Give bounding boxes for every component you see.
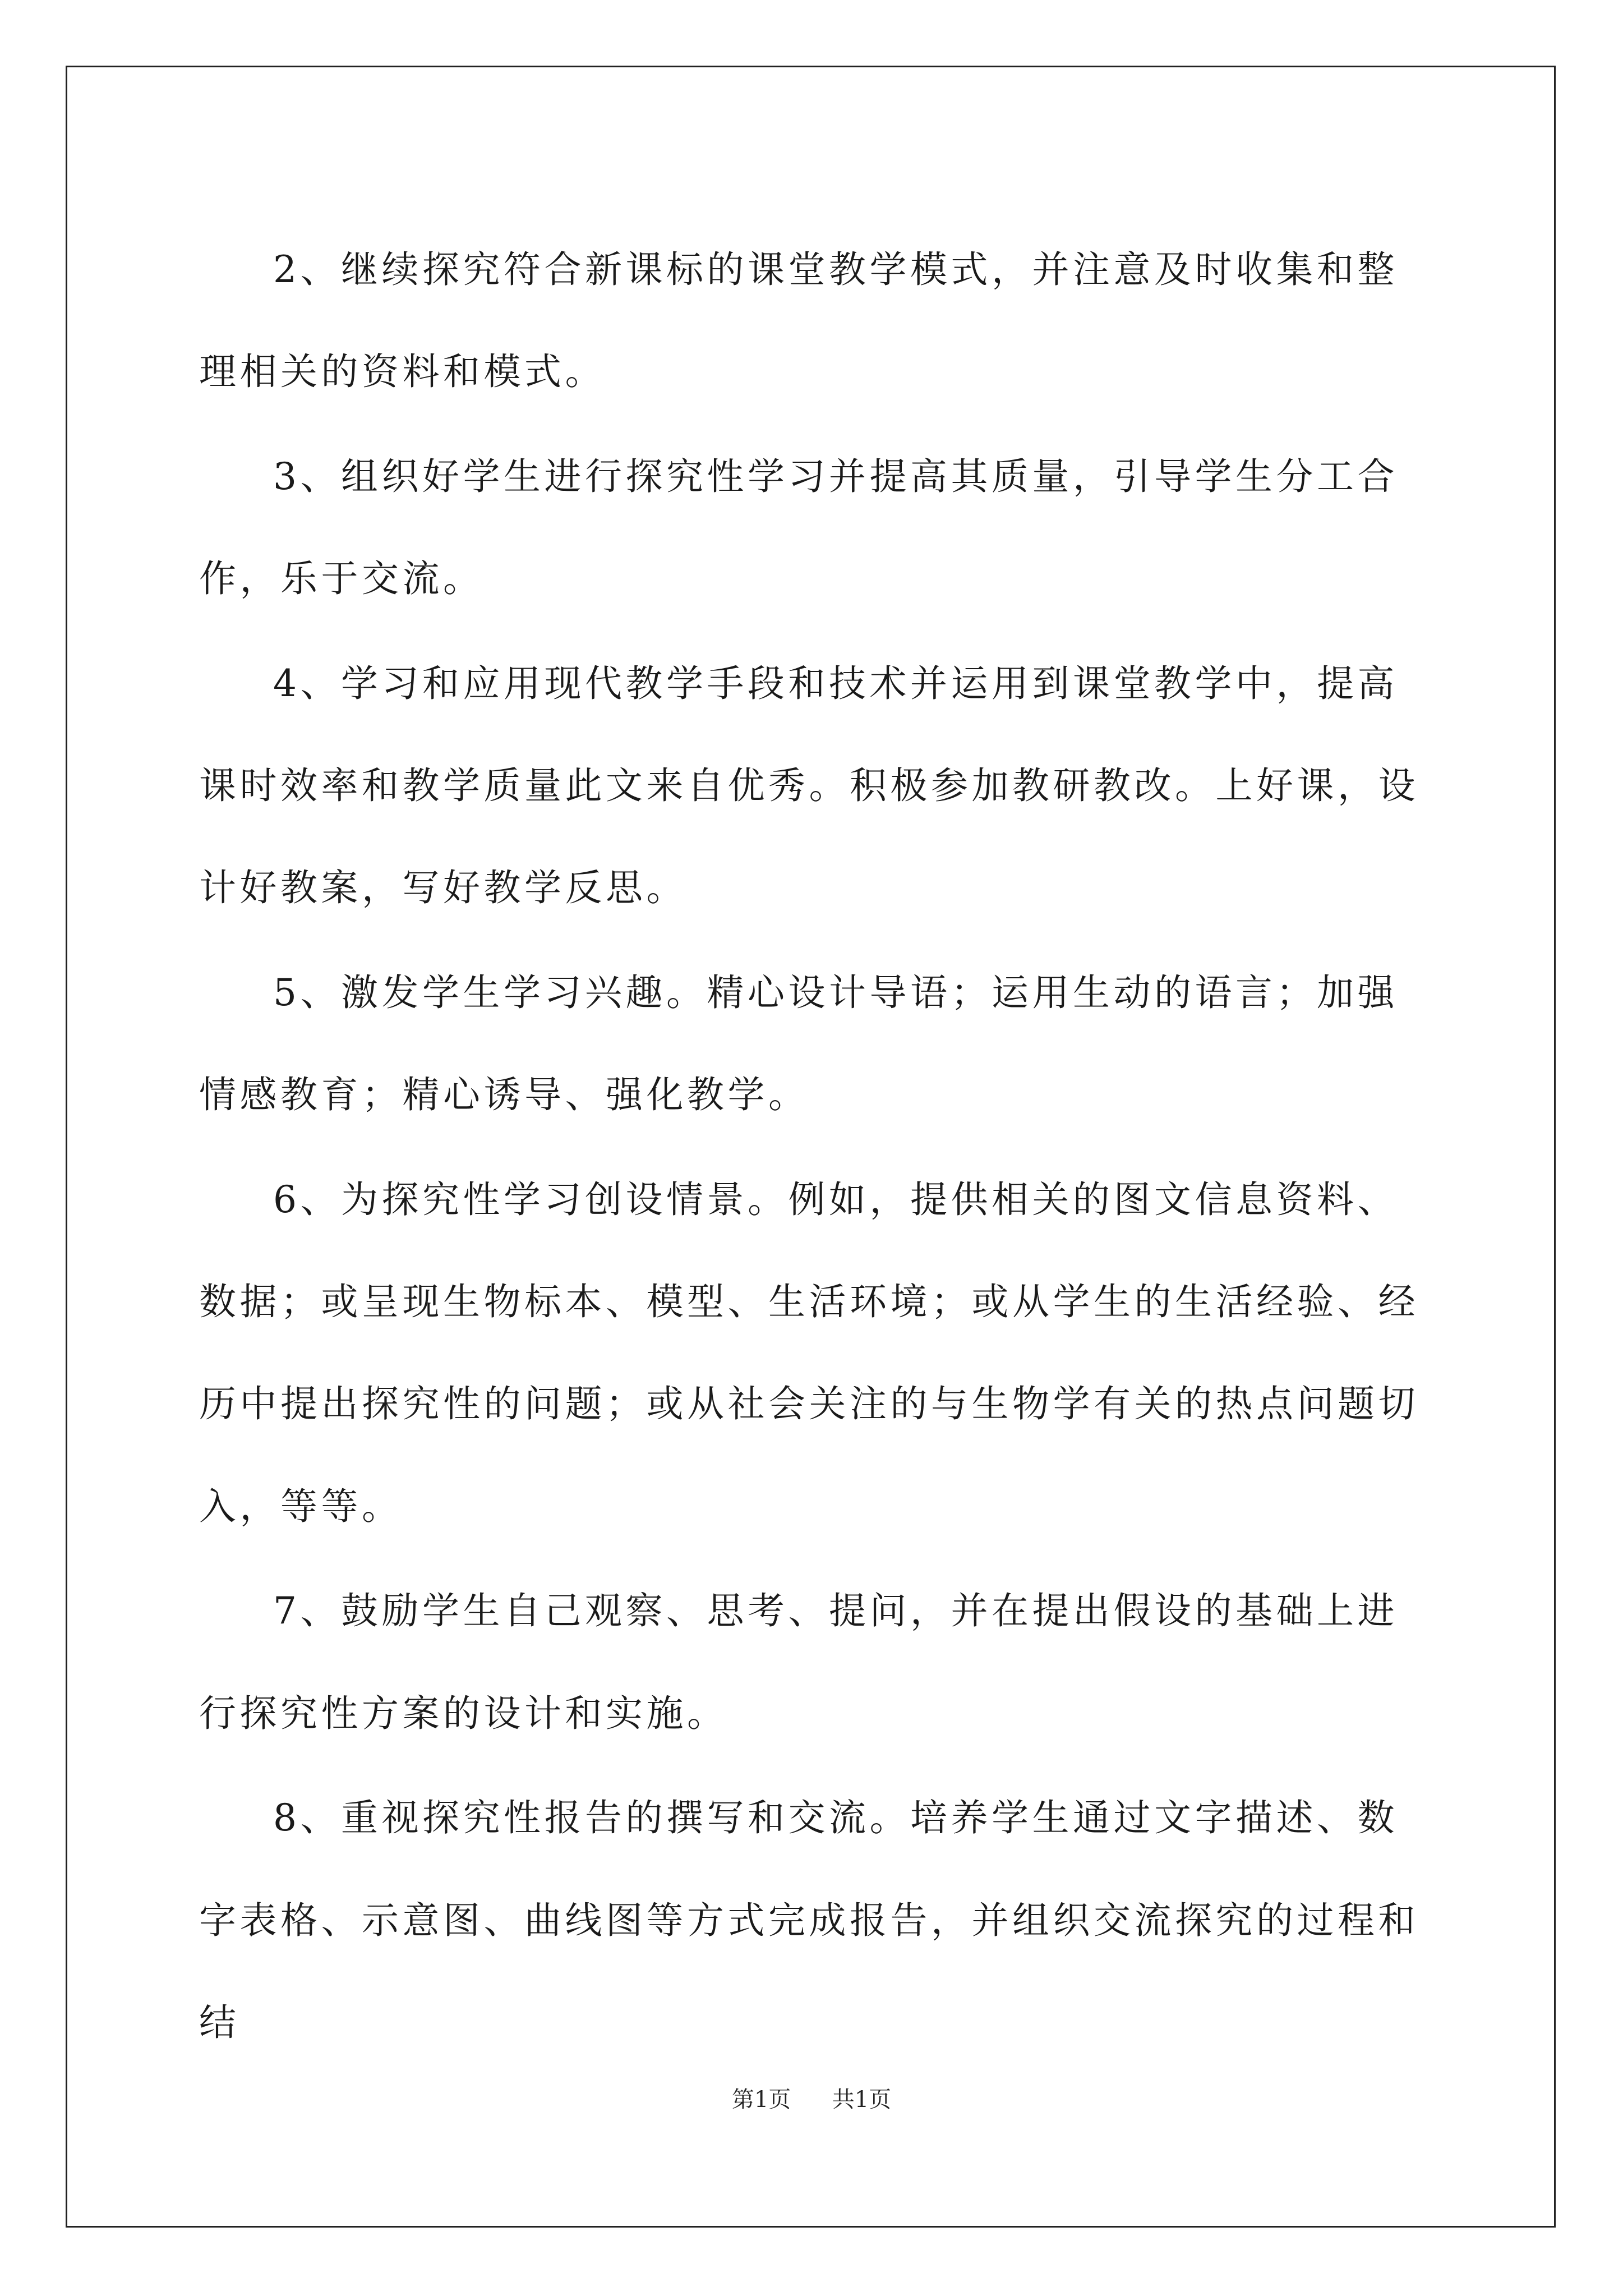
paragraph-3: 3、组织好学生进行探究性学习并提高其质量，引导学生分工合作，乐于交流。 [199, 454, 1398, 601]
paragraph-6: 6、为探究性学习创设情景。例如，提供相关的图文信息资料、数据；或呈现生物标本、模型、生活环境；或从学生的生活经验、经历中提出探究性的问题；或从社会关注的与生物学有关的热点问题切入，等等。 [199, 1177, 1419, 1528]
paragraph-8: 8、重视探究性报告的撰写和交流。培养学生通过文字描述、数字表格、示意图、曲线图等方式完成报告，并组织交流探究的过程和结 [199, 1796, 1419, 2044]
paragraph-4: 4、学习和应用现代教学手段和技术并运用到课堂教学中，提高课时效率和教学质量此文来自优秀。积极参加教研教改。上好课，设计好教案，写好教学反思。 [199, 661, 1419, 910]
page-total: 共1页 [832, 2087, 892, 2113]
paragraph-5: 5、激发学生学习兴趣。精心设计导语；运用生动的语言；加强情感教育；精心诱导、强化教学。 [199, 970, 1398, 1117]
paragraph-2: 2、继续探究符合新课标的课堂教学模式，并注意及时收集和整理相关的资料和模式。 [199, 248, 1398, 394]
document-body [199, 219, 1433, 2076]
page-footer [0, 2086, 1623, 2114]
page-number: 第1页 [731, 2087, 791, 2113]
paragraph-7: 7、鼓励学生自己观察、思考、提问，并在提出假设的基础上进行探究性方案的设计和实施。 [199, 1589, 1398, 1735]
